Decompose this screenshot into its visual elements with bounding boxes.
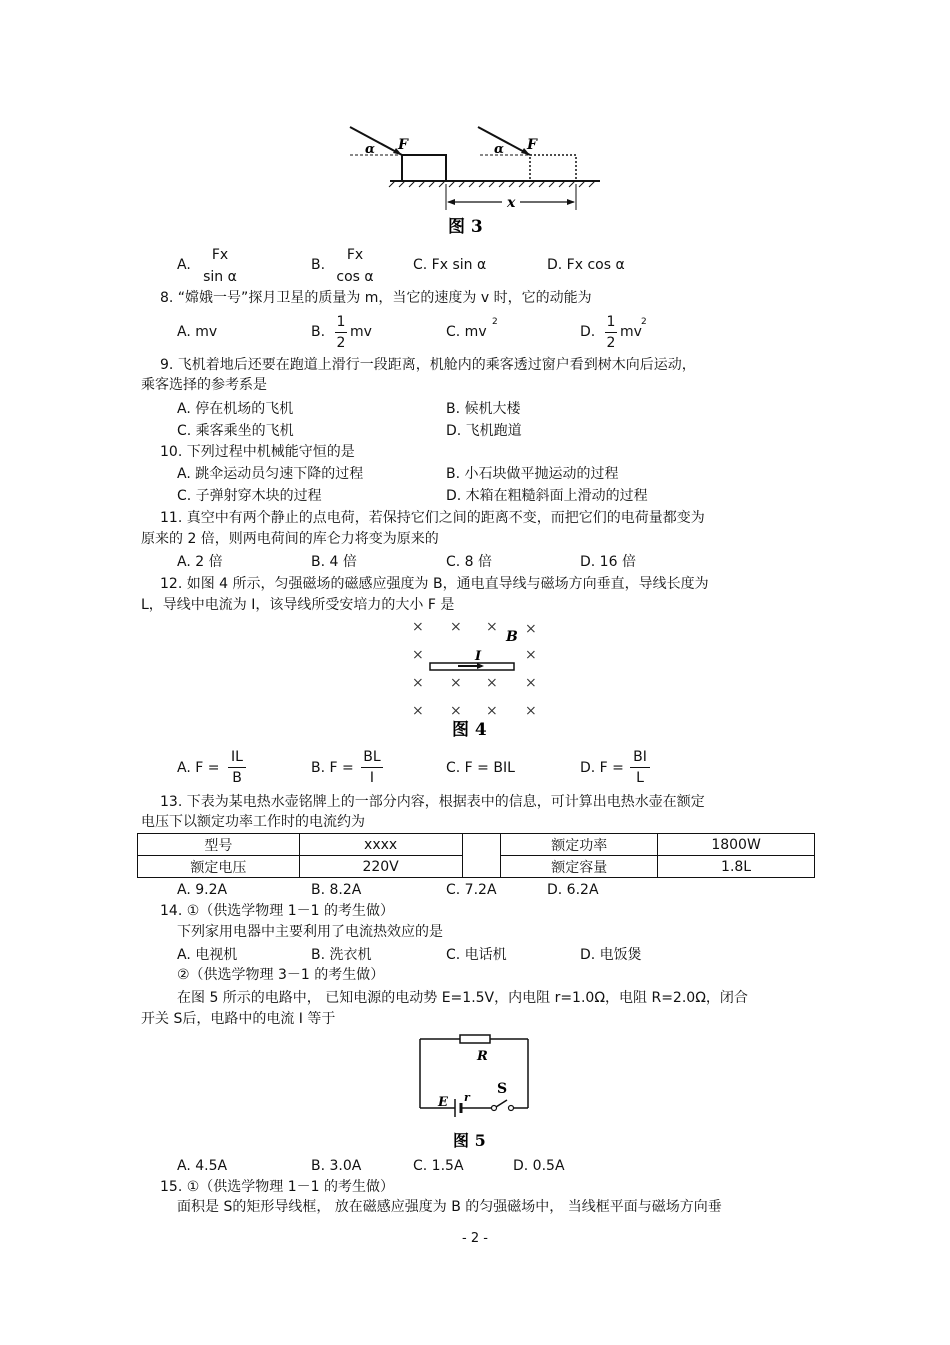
q11-stem-line2: 原来的 2 倍，则两电荷间的库仑力将变为原来的 xyxy=(141,531,439,547)
figure-4 xyxy=(400,615,550,745)
q11-option-c: C. 8 倍 xyxy=(446,554,493,570)
force-label-1: F xyxy=(398,137,408,153)
q9-stem-line1: 9. 飞机着地后还要在跑道上滑行一段距离，机舱内的乘客透过窗户看到树木向后运动， xyxy=(160,357,696,373)
q14-part2-stem-line2: 开关 S后，电路中的电流 I 等于 xyxy=(141,1011,336,1027)
q10-option-d: D. 木箱在粗糙斜面上滑动的过程 xyxy=(446,488,648,504)
q12-option-b-label: B. F = xyxy=(311,760,354,776)
svg-text:×: × xyxy=(412,619,424,635)
q7-option-a-fraction xyxy=(200,248,240,284)
q8-option-d-label: D. xyxy=(580,324,596,340)
q9-option-c: C. 乘客乘坐的飞机 xyxy=(177,423,294,439)
table-cell: 额定功率 xyxy=(501,834,658,856)
nameplate-table xyxy=(137,833,815,878)
q14-option-d1: D. 电饭煲 xyxy=(580,947,642,963)
q7-a-numerator: Fx xyxy=(211,247,229,263)
q11-option-d: D. 16 倍 xyxy=(580,554,636,570)
svg-text:×: × xyxy=(525,675,537,691)
q11-option-a: A. 2 倍 xyxy=(177,554,223,570)
table-cell: 1800W xyxy=(658,834,815,856)
q9-option-a: A. 停在机场的飞机 xyxy=(177,401,294,417)
q12-option-a-label: A. F = xyxy=(177,760,220,776)
q8-option-b-label: B. xyxy=(311,324,326,340)
q13-option-a: A. 9.2A xyxy=(177,882,228,898)
q12-d-denominator: L xyxy=(636,770,644,786)
q7-a-denominator: sin α xyxy=(203,269,237,285)
q14-option-a1: A. 电视机 xyxy=(177,947,238,963)
q10-stem: 10. 下列过程中机械能守恒的是 xyxy=(160,444,355,460)
q13-option-d: D. 6.2A xyxy=(547,882,599,898)
q14-option-c2: C. 1.5A xyxy=(413,1158,464,1174)
table-cell-empty xyxy=(462,834,501,878)
q14-part2-stem-line1: 在图 5 所示的电路中， 已知电源的电动势 E=1.5V，内电阻 r=1.0Ω，电阻 R=2.0Ω，闭合 xyxy=(177,990,748,1006)
q12-stem-line2: L，导线中电流为 I，该导线所受安培力的大小 F 是 xyxy=(141,597,455,613)
table-cell: 220V xyxy=(299,856,462,878)
q8-option-b-fraction xyxy=(335,315,347,350)
q8-stem: 8. “嫦娥一号”探月卫星的质量为 m，当它的速度为 v 时，它的动能为 xyxy=(160,290,592,306)
q14-part1-stem: 下列家用电器中主要利用了电流热效应的是 xyxy=(177,924,443,940)
q7-b-numerator: Fx xyxy=(346,247,364,263)
q14-option-b1: B. 洗衣机 xyxy=(311,947,372,963)
q8-d-numerator: 1 xyxy=(606,314,616,330)
alpha-label-2: α xyxy=(494,142,505,157)
q14-part2-heading: ②（供选学物理 3－1 的考生做） xyxy=(177,967,385,983)
svg-text:×: × xyxy=(486,703,498,719)
q9-stem-line2: 乘客选择的参考系是 xyxy=(141,377,267,393)
internal-resistance-label: r xyxy=(464,1091,470,1104)
q8-d-denominator: 2 xyxy=(606,335,616,351)
table-cell: xxxx xyxy=(299,834,462,856)
svg-text:×: × xyxy=(412,647,424,663)
q14-option-d2: D. 0.5A xyxy=(513,1158,565,1174)
q7-option-b-fraction xyxy=(334,248,376,284)
q15-part1-stem: 面积是 S的矩形导线框， 放在磁感应强度为 B 的匀强磁场中， 当线框平面与磁场方向垂 xyxy=(177,1199,722,1215)
q8-option-b-tail: mv xyxy=(350,324,372,340)
q12-option-d-fraction xyxy=(630,750,650,785)
alpha-label-1: α xyxy=(365,142,376,157)
distance-label: x xyxy=(507,195,516,211)
svg-text:×: × xyxy=(450,675,462,691)
q11-stem-line1: 11. 真空中有两个静止的点电荷，若保持它们之间的距离不变，而把它们的电荷量都变为 xyxy=(160,510,705,526)
q8-b-numerator: 1 xyxy=(336,314,346,330)
svg-text:×: × xyxy=(412,675,424,691)
q8-option-a: A. mv xyxy=(177,324,218,340)
q7-option-b-label: B. xyxy=(311,257,326,273)
q7-b-denominator: cos α xyxy=(336,269,374,285)
q8-option-d-sup: 2 xyxy=(641,317,647,327)
svg-text:×: × xyxy=(450,703,462,719)
q7-option-c: C. Fx sin α xyxy=(413,257,487,273)
svg-text:×: × xyxy=(450,619,462,635)
figure-4-caption: 图 4 xyxy=(452,720,487,740)
q11-option-b: B. 4 倍 xyxy=(311,554,357,570)
q7-option-d: D. Fx cos α xyxy=(547,257,625,273)
q12-b-denominator: I xyxy=(369,770,375,786)
q12-option-c: C. F = BIL xyxy=(446,760,515,776)
q13-option-c: C. 7.2A xyxy=(446,882,497,898)
figure-5-caption: 图 5 xyxy=(453,1131,486,1150)
q13-option-b: B. 8.2A xyxy=(311,882,362,898)
q7-option-a-label: A. xyxy=(177,257,191,273)
table-cell: 1.8L xyxy=(658,856,815,878)
field-label-b: B xyxy=(506,629,518,645)
table-cell: 型号 xyxy=(138,834,300,856)
q12-d-numerator: BI xyxy=(633,749,647,765)
q12-b-numerator: BL xyxy=(363,749,381,765)
figure-5 xyxy=(410,1028,540,1153)
svg-text:×: × xyxy=(412,703,424,719)
force-label-2: F xyxy=(527,137,537,153)
svg-text:×: × xyxy=(486,619,498,635)
current-label-i: I xyxy=(475,649,482,664)
q15-part1-heading: 15. ①（供选学物理 1－1 的考生做） xyxy=(160,1179,394,1195)
q12-a-numerator: IL xyxy=(231,749,243,765)
q14-option-b2: B. 3.0A xyxy=(311,1158,362,1174)
q10-option-c: C. 子弹射穿木块的过程 xyxy=(177,488,322,504)
q14-option-c1: C. 电话机 xyxy=(446,947,507,963)
svg-text:×: × xyxy=(525,703,537,719)
q8-option-c: C. mv xyxy=(446,324,487,340)
table-cell: 额定电压 xyxy=(138,856,300,878)
svg-text:×: × xyxy=(525,621,537,637)
q8-option-d-tail: mv xyxy=(620,324,642,340)
switch-label: S xyxy=(497,1081,508,1097)
svg-text:×: × xyxy=(525,647,537,663)
q10-option-a: A. 跳伞运动员匀速下降的过程 xyxy=(177,466,364,482)
q12-stem-line1: 12. 如图 4 所示，匀强磁场的磁感应强度为 B，通电直导线与磁场方向垂直，导线长度为 xyxy=(160,576,709,592)
q12-a-denominator: B xyxy=(232,770,242,786)
q8-b-denominator: 2 xyxy=(336,335,346,351)
figure-3 xyxy=(340,120,610,245)
q13-stem-line2: 电压下以额定功率工作时的电流约为 xyxy=(141,814,365,830)
q8-option-c-sup: 2 xyxy=(492,317,498,327)
q12-option-a-fraction xyxy=(228,750,246,785)
table-row xyxy=(138,834,815,856)
svg-text:×: × xyxy=(486,675,498,691)
figure-3-caption: 图 3 xyxy=(448,217,483,237)
emf-label: E xyxy=(438,1095,448,1110)
q10-option-b: B. 小石块做平抛运动的过程 xyxy=(446,466,619,482)
q14-part1-heading: 14. ①（供选学物理 1－1 的考生做） xyxy=(160,903,394,919)
q9-option-b: B. 候机大楼 xyxy=(446,401,521,417)
q8-option-d-fraction xyxy=(605,315,617,350)
resistor-label: R xyxy=(477,1049,488,1064)
q12-option-d-label: D. F = xyxy=(580,760,624,776)
q9-option-d: D. 飞机跑道 xyxy=(446,423,522,439)
q12-option-b-fraction xyxy=(361,750,383,785)
page-number: - 2 - xyxy=(462,1231,488,1246)
q14-option-a2: A. 4.5A xyxy=(177,1158,228,1174)
table-cell: 额定容量 xyxy=(501,856,658,878)
q13-stem-line1: 13. 下表为某电热水壶铭牌上的一部分内容，根据表中的信息，可计算出电热水壶在额定 xyxy=(160,794,705,810)
